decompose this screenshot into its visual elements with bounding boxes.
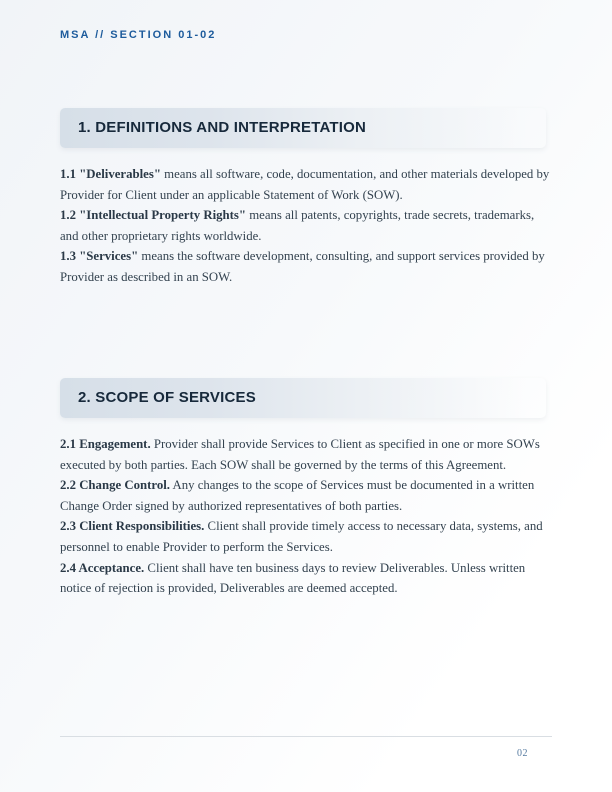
clause-2-4-text: Client shall have ten business days to review Deliverables. Unless written notice of rejection is provided, Deliverables are deemed accepted. — [60, 560, 526, 596]
section-2-body — [60, 434, 553, 599]
clause-2-1 — [60, 434, 553, 475]
clause-2-2 — [60, 475, 553, 516]
clause-2-3-text: Client shall provide timely access to necessary data, systems, and personnel to enable Provider to perform the Services. — [60, 519, 543, 554]
clause-2-2-text: Any changes to the scope of Services must be documented in a written Change Order signed by authorized representatives of both parties. — [60, 478, 535, 513]
clause-1-1 — [60, 164, 553, 205]
clause-2-4-lead: 2.4 Acceptance. — [60, 560, 145, 575]
clause-2-1-text: Provider shall provide Services to Client as specified in one or more SOWs executed by both parties. Each SOW shall be governed by the terms of this Agreement. — [60, 437, 540, 472]
clause-2-3-lead: 2.3 Client Responsibilities. — [60, 519, 205, 534]
section-1-body — [60, 164, 553, 288]
footer-divider — [60, 736, 552, 737]
section-1-header-bar — [60, 108, 546, 148]
clause-1-2-text: means all patents, copyrights, trade secrets, trademarks, and other proprietary rights worldwide. — [60, 208, 535, 243]
clause-1-2 — [60, 205, 553, 246]
clause-2-1-lead: 2.1 Engagement. — [60, 437, 151, 451]
page-header-eyebrow: MSA // SECTION 01-02 — [60, 29, 217, 41]
section-2-title: 2. SCOPE OF SERVICES — [78, 389, 256, 406]
clause-1-3 — [60, 246, 553, 287]
clause-1-3-text: means the software development, consulting, and support services provided by Provider as described in an SOW. — [60, 249, 545, 284]
clause-1-3-lead: 1.3 "Services" — [60, 249, 139, 264]
clause-1-1-text: means all software, code, documentation, and other materials developed by Provider for Client under an applicable Statement of Work (SOW). — [60, 167, 550, 202]
clause-1-1-lead: 1.1 "Deliverables" — [60, 167, 161, 181]
section-1-title: 1. DEFINITIONS AND INTERPRETATION — [78, 119, 366, 136]
clause-2-2-lead: 2.2 Change Control. — [60, 478, 170, 493]
section-2-header-bar — [60, 378, 546, 418]
clause-1-2-lead: 1.2 "Intellectual Property Rights" — [60, 208, 246, 223]
page-number: 02 — [517, 748, 528, 759]
clause-2-4 — [60, 558, 553, 599]
clause-2-3 — [60, 516, 553, 557]
